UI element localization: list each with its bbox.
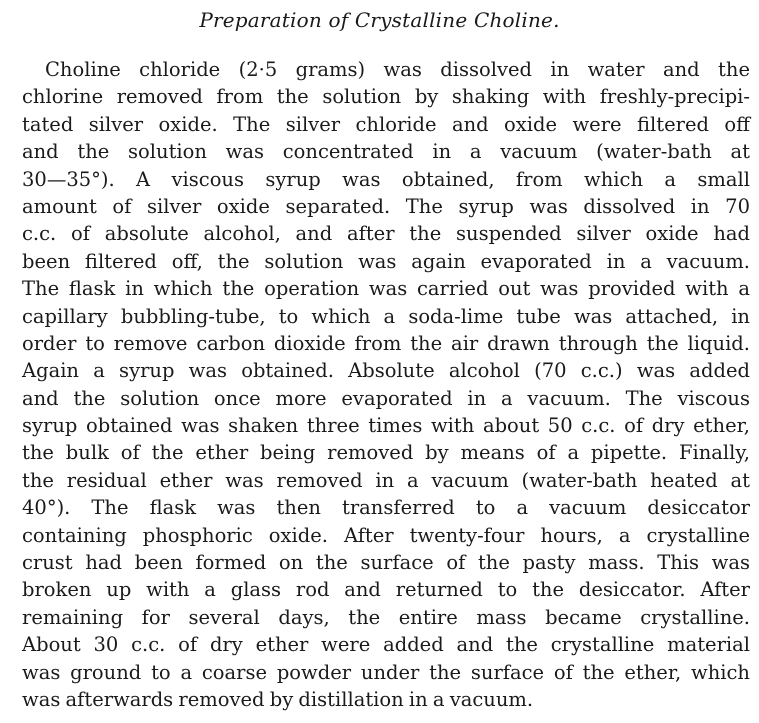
text-line: chlorine removed from the solution by shaking with freshly-precipi- [22,85,750,109]
text-line: been filtered off, the solution was again evaporated in a vacuum. [22,249,750,273]
text-line: c.c. of absolute alcohol, and after the suspended silver oxide had [22,222,750,246]
text-line: containing phosphoric oxide. After twenty-four hours, a crystalline [22,523,750,547]
text-line: the residual ether was removed in a vacuum (water-bath heated at [22,468,750,492]
text-line: syrup obtained was shaken three times with about 50 c.c. of dry ether, [22,414,750,438]
text-line: About 30 c.c. of dry ether were added and the crystalline material [22,633,750,657]
text-line: tated silver oxide. The silver chloride and oxide were filtered off [22,112,750,136]
text-line: the bulk of the ether being removed by means of a pipette. Finally, [22,441,750,465]
text-line: crust had been formed on the surface of the pasty mass. This was [22,551,750,575]
text-line: amount of silver oxide separated. The syrup was dissolved in 70 [22,194,750,218]
text-line: and the solution was concentrated in a vacuum (water-bath at [22,140,750,164]
text-line: remaining for several days, the entire mass became crystalline. [22,605,750,629]
paragraph [22,56,750,713]
text-line: and the solution once more evaporated in a vacuum. The viscous [22,386,750,410]
section-title: Preparation of Crystalline Choline. [199,8,560,32]
text-line: was afterwards removed by distillation in a vacuum. [22,687,534,711]
text-line: Choline chloride (2·5 grams) was dissolved in water and the [45,58,750,81]
text-line: capillary bubbling-tube, to which a soda-lime tube was attached, in [22,304,750,328]
text-line: The flask in which the operation was carried out was provided with a [22,277,750,301]
text-line: order to remove carbon dioxide from the air drawn through the liquid. [22,331,750,355]
text-line: Again a syrup was obtained. Absolute alcohol (70 c.c.) was added [22,359,750,383]
text-line: 40°). The flask was then transferred to a vacuum desiccator [22,496,750,520]
text-line: broken up with a glass rod and returned to the desiccator. After [22,578,750,602]
text-line: 30—35°). A viscous syrup was obtained, from which a small [22,167,750,191]
text-line: was ground to a coarse powder under the surface of the ether, which [22,660,750,684]
